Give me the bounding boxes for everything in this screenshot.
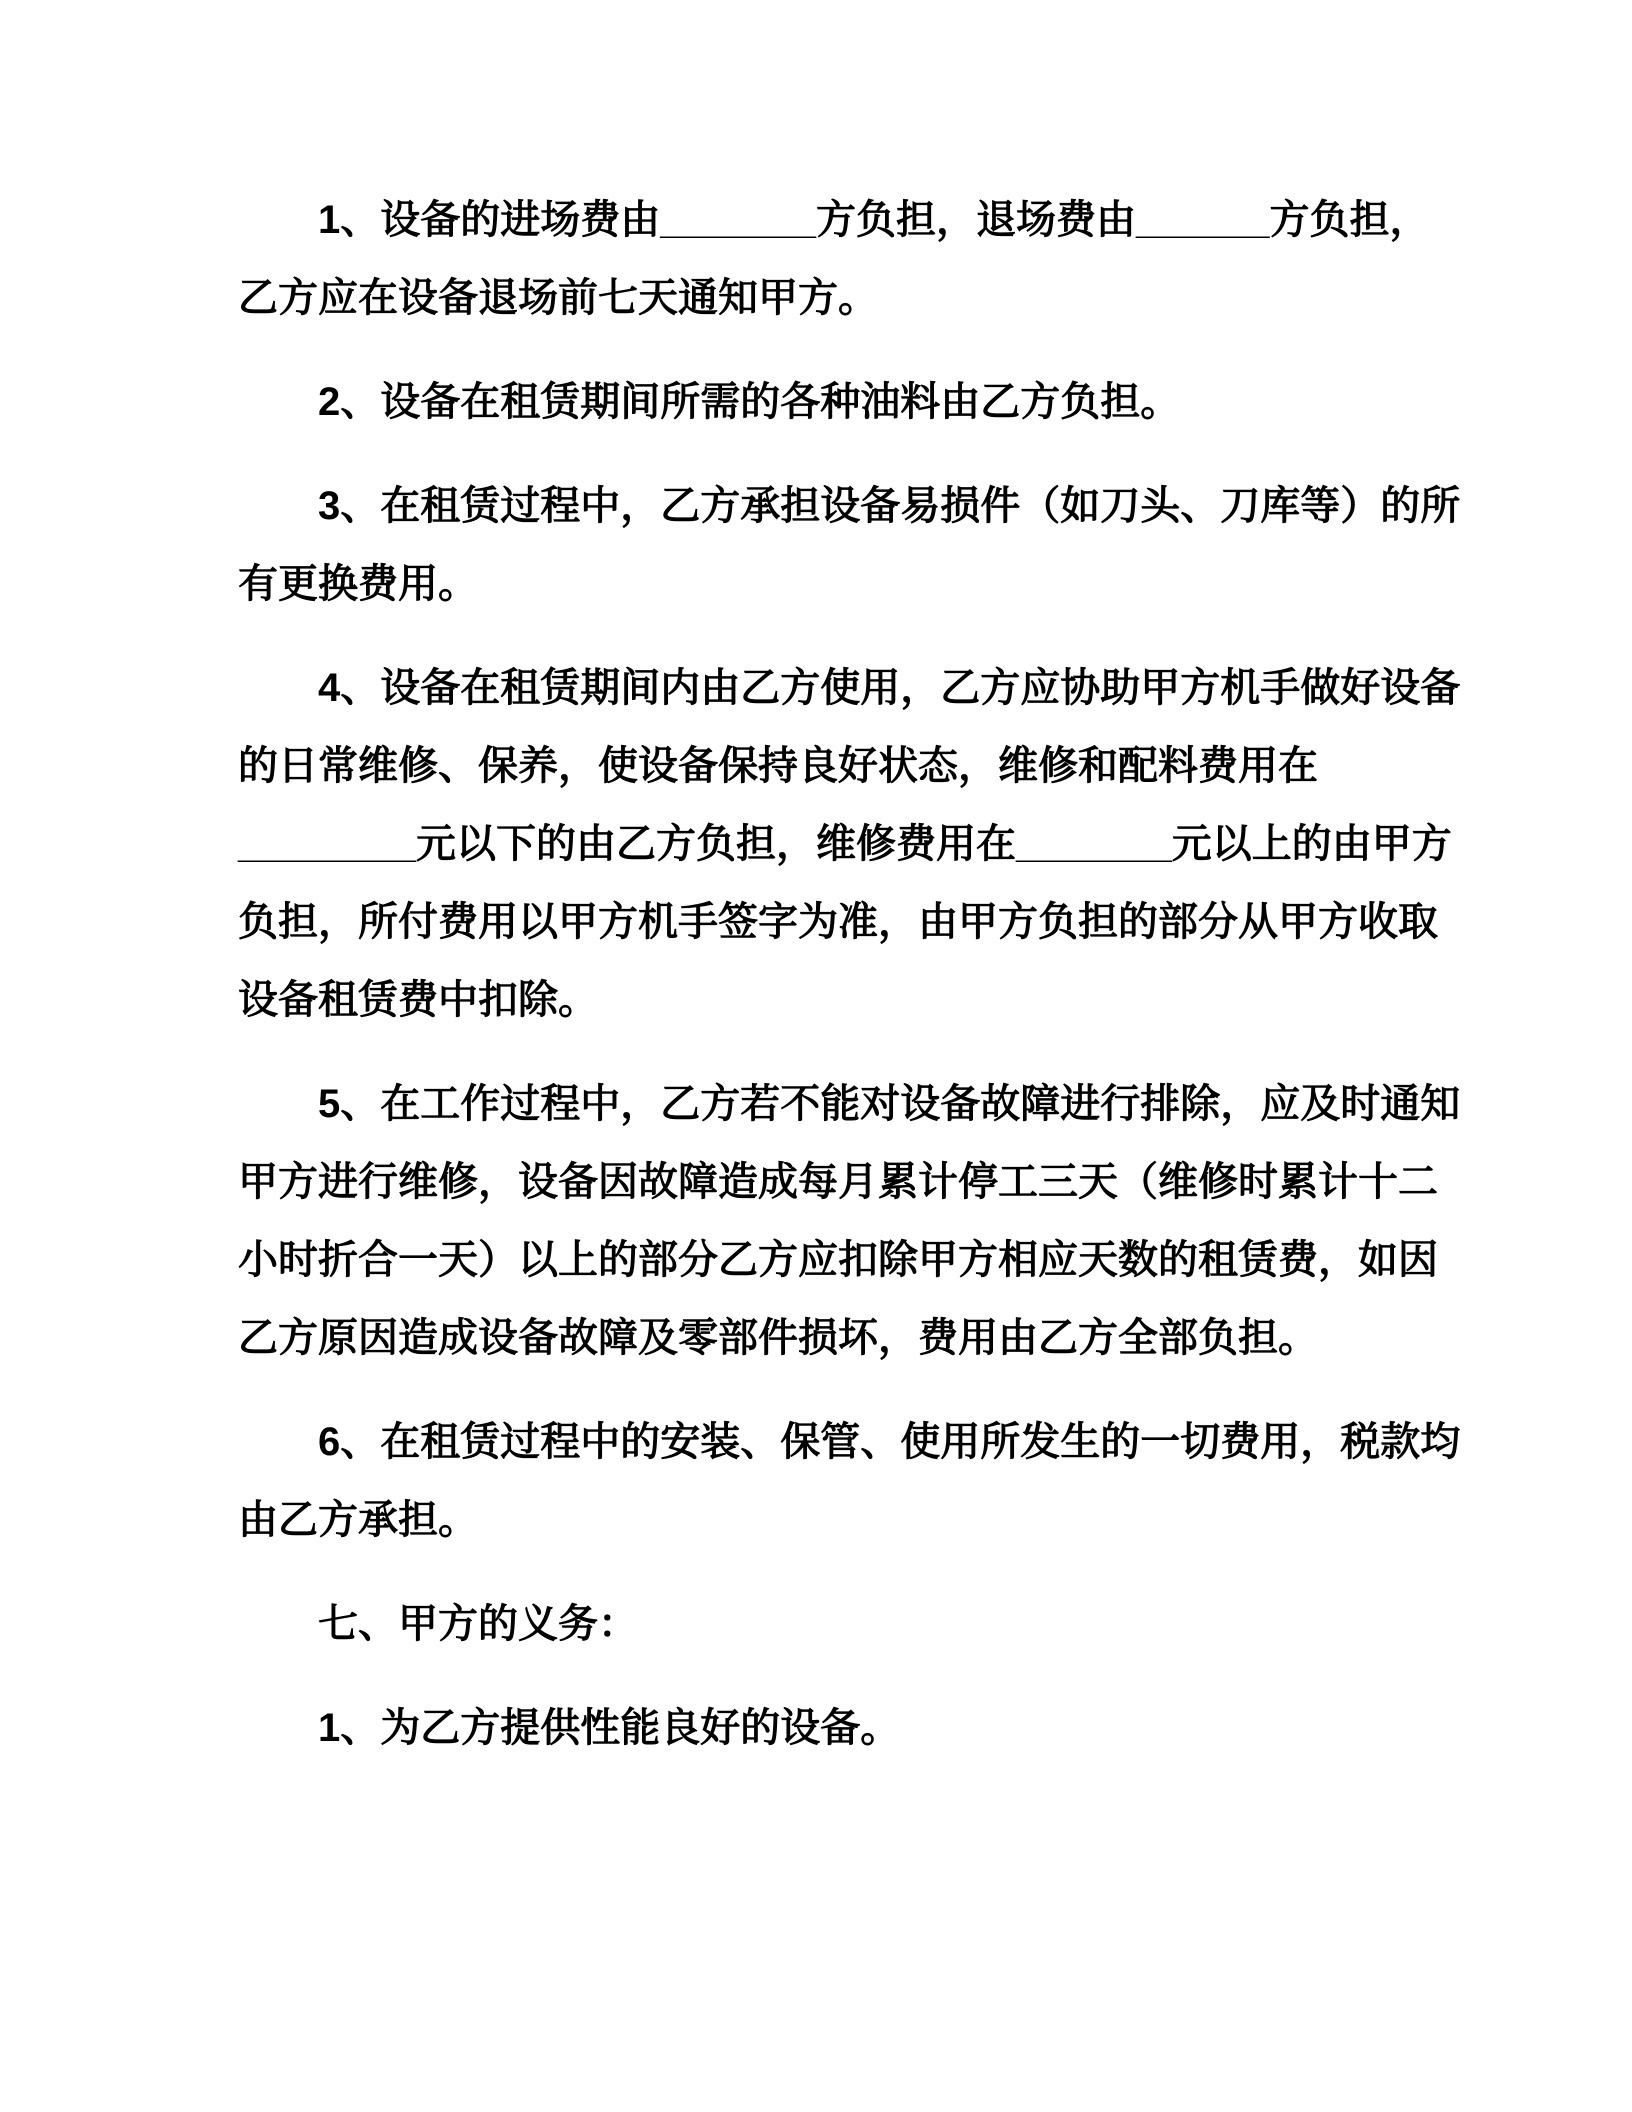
paragraph-line: 由乙方承担。 — [238, 1498, 478, 1542]
paragraph-first-line: 4、设备在租赁期间内由乙方使用，乙方应协助甲方机手做好设备 — [318, 666, 1461, 710]
paragraph-line: 乙方应在设备退场前七天通知甲方。 — [238, 276, 878, 320]
paragraph-line: 甲方进行维修，设备因故障造成每月累计停工三天（维修时累计十二 — [238, 1160, 1438, 1204]
paragraph-line: 负担，所付费用以甲方机手签字为准，由甲方负担的部分从甲方收取 — [238, 900, 1438, 944]
paragraph-line: 小时折合一天）以上的部分乙方应扣除甲方相应天数的租赁费，如因 — [238, 1238, 1438, 1282]
paragraph-first-line: 6、在租赁过程中的安装、保管、使用所发生的一切费用，税款均 — [318, 1420, 1461, 1464]
paragraph-line: 的日常维修、保养，使设备保持良好状态，维修和配料费用在 — [238, 744, 1318, 788]
paragraph — [238, 363, 1482, 441]
paragraph — [238, 1689, 1482, 1767]
document-body — [238, 181, 1482, 1767]
paragraph-first-line: 1、设备的进场费由_______方负担，退场费由______方负担， — [318, 198, 1430, 242]
paragraph-line: 有更换费用。 — [238, 562, 478, 606]
paragraph — [238, 467, 1482, 623]
paragraph-line: 设备租赁费中扣除。 — [238, 978, 598, 1022]
paragraph — [238, 1065, 1482, 1377]
paragraph-line: ________元以下的由乙方负担，维修费用在_______元以上的由甲方 — [238, 822, 1452, 866]
paragraph — [238, 1403, 1482, 1559]
paragraph-first-line: 1、为乙方提供性能良好的设备。 — [318, 1706, 901, 1750]
paragraph-first-line: 5、在工作过程中，乙方若不能对设备故障进行排除，应及时通知 — [318, 1082, 1461, 1126]
paragraph-first-line: 3、在租赁过程中，乙方承担设备易损件（如刀头、刀库等）的所 — [318, 484, 1461, 528]
paragraph — [238, 649, 1482, 1039]
paragraph-line: 乙方原因造成设备故障及零部件损坏，费用由乙方全部负担。 — [238, 1316, 1318, 1360]
paragraph — [238, 1585, 1482, 1663]
paragraph-first-line: 七、甲方的义务： — [318, 1602, 638, 1646]
paragraph-first-line: 2、设备在租赁期间所需的各种油料由乙方负担。 — [318, 380, 1181, 424]
paragraph — [238, 181, 1482, 337]
